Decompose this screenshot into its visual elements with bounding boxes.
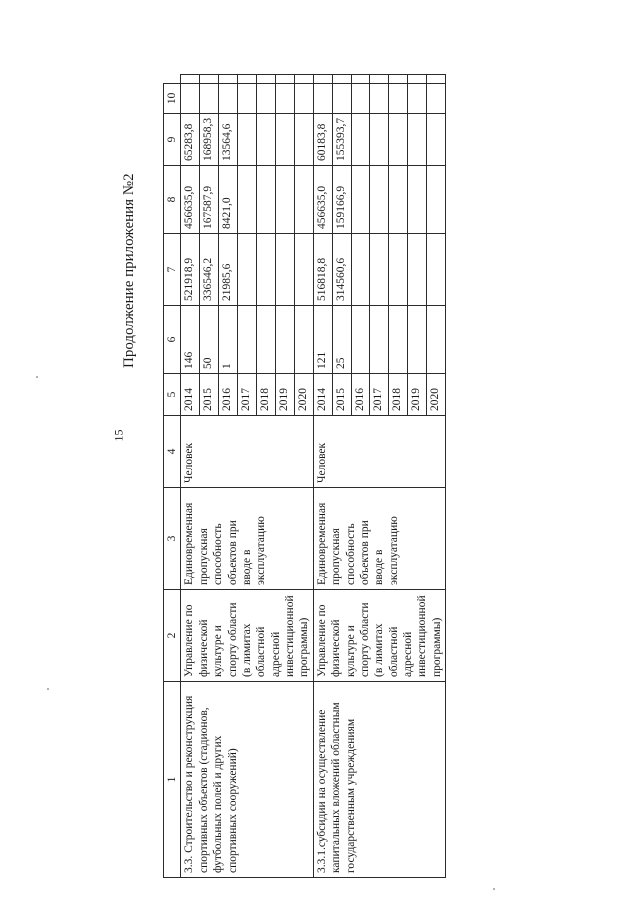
value-c5-cell xyxy=(351,306,370,374)
column-number-5: 5 xyxy=(164,374,181,416)
value-c5-cell xyxy=(408,306,427,374)
year-cell: 2015 xyxy=(332,374,351,416)
indicator-cell: Единовременная пропускная способность объектов при вводе в эксплуатацию xyxy=(181,488,313,590)
column-number-4: 4 xyxy=(164,416,181,488)
value-c9-cell xyxy=(294,83,313,113)
indicator-cell: Единовременная пропускная способность объектов при вводе в эксплуатацию xyxy=(313,488,445,590)
unit-cell: Человек xyxy=(181,416,313,488)
value-c5-cell: 25 xyxy=(332,306,351,374)
annex-rotated-block xyxy=(121,18,640,878)
value-c10-cell xyxy=(427,74,446,83)
column-number-10: 10 xyxy=(164,83,181,113)
value-c8-cell xyxy=(408,113,427,165)
value-c10-cell xyxy=(238,74,257,83)
value-c9-cell xyxy=(257,83,276,113)
value-c9-cell xyxy=(389,83,408,113)
value-c8-cell xyxy=(257,113,276,165)
unit-cell: Человек xyxy=(313,416,445,488)
value-c6-cell xyxy=(238,234,257,306)
value-c6-cell: 314560,6 xyxy=(332,234,351,306)
executor-cell: Управление по физической культуре и спорту области (в лимитах областной адресной инвестиционной программы) xyxy=(181,590,313,682)
scan-speck xyxy=(36,376,38,378)
executor-cell: Управление по физической культуре и спорту области (в лимитах областной адресной инвестиционной программы) xyxy=(313,590,445,682)
value-c9-cell xyxy=(332,83,351,113)
year-cell: 2015 xyxy=(200,374,219,416)
year-cell: 2017 xyxy=(370,374,389,416)
value-c8-cell xyxy=(389,113,408,165)
value-c7-cell: 159166,9 xyxy=(332,166,351,234)
year-cell: 2014 xyxy=(181,374,200,416)
value-c6-cell: 336546,2 xyxy=(200,234,219,306)
value-c7-cell xyxy=(351,166,370,234)
year-cell: 2016 xyxy=(351,374,370,416)
annex-title: Продолжение приложения №2 xyxy=(121,173,137,368)
value-c10-cell xyxy=(257,74,276,83)
column-number-1: 1 xyxy=(164,682,181,878)
year-cell: 2014 xyxy=(313,374,332,416)
column-number-6: 6 xyxy=(164,306,181,374)
value-c5-cell xyxy=(370,306,389,374)
value-c5-cell: 50 xyxy=(200,306,219,374)
value-c6-cell: 21985,6 xyxy=(219,234,238,306)
value-c7-cell: 8421,0 xyxy=(219,166,238,234)
year-cell: 2018 xyxy=(257,374,276,416)
measure-cell: 3.3. Строительство и реконструкция спортивных объектов (стадионов, футбольных полей и других спортивных сооружений) xyxy=(181,682,313,878)
value-c6-cell: 521918,9 xyxy=(181,234,200,306)
value-c8-cell xyxy=(351,113,370,165)
table-row xyxy=(313,74,332,877)
value-c5-cell xyxy=(275,306,294,374)
value-c5-cell xyxy=(294,306,313,374)
value-c7-cell xyxy=(408,166,427,234)
value-c9-cell xyxy=(238,83,257,113)
value-c6-cell xyxy=(389,234,408,306)
value-c6-cell xyxy=(408,234,427,306)
value-c10-cell xyxy=(351,74,370,83)
value-c7-cell xyxy=(370,166,389,234)
value-c10-cell xyxy=(408,74,427,83)
column-number-3: 3 xyxy=(164,488,181,590)
value-c8-cell xyxy=(275,113,294,165)
value-c10-cell xyxy=(389,74,408,83)
value-c7-cell: 167587,9 xyxy=(200,166,219,234)
year-cell: 2020 xyxy=(427,374,446,416)
scan-speck xyxy=(493,888,495,890)
value-c5-cell xyxy=(257,306,276,374)
value-c5-cell xyxy=(389,306,408,374)
value-c10-cell xyxy=(181,74,200,83)
year-cell: 2016 xyxy=(219,374,238,416)
value-c8-cell xyxy=(370,113,389,165)
value-c6-cell xyxy=(257,234,276,306)
value-c5-cell xyxy=(238,306,257,374)
value-c5-cell: 146 xyxy=(181,306,200,374)
value-c8-cell: 168958,3 xyxy=(200,113,219,165)
value-c10-cell xyxy=(275,74,294,83)
value-c9-cell xyxy=(408,83,427,113)
column-number-7: 7 xyxy=(164,234,181,306)
value-c7-cell: 456635,0 xyxy=(313,166,332,234)
value-c10-cell xyxy=(294,74,313,83)
value-c8-cell: 60183,8 xyxy=(313,113,332,165)
year-cell: 2019 xyxy=(408,374,427,416)
value-c10-cell xyxy=(313,74,332,83)
column-number-8: 8 xyxy=(164,166,181,234)
value-c7-cell xyxy=(294,166,313,234)
value-c6-cell xyxy=(370,234,389,306)
value-c8-cell xyxy=(427,113,446,165)
scan-speck xyxy=(47,688,49,690)
column-number-row xyxy=(164,74,181,877)
page-number: 15 xyxy=(111,429,126,442)
value-c10-cell xyxy=(219,74,238,83)
value-c8-cell xyxy=(294,113,313,165)
value-c9-cell xyxy=(313,83,332,113)
value-c9-cell xyxy=(181,83,200,113)
column-number-9: 9 xyxy=(164,113,181,165)
value-c7-cell xyxy=(427,166,446,234)
value-c6-cell xyxy=(275,234,294,306)
table-row xyxy=(181,74,200,877)
value-c7-cell xyxy=(257,166,276,234)
year-cell: 2017 xyxy=(238,374,257,416)
annex-table xyxy=(163,74,446,878)
value-c7-cell: 456635,0 xyxy=(181,166,200,234)
value-c5-cell xyxy=(427,306,446,374)
value-c5-cell: 1 xyxy=(219,306,238,374)
value-c6-cell xyxy=(294,234,313,306)
value-c7-cell xyxy=(238,166,257,234)
value-c6-cell: 516818,8 xyxy=(313,234,332,306)
year-cell: 2018 xyxy=(389,374,408,416)
value-c9-cell xyxy=(351,83,370,113)
value-c10-cell xyxy=(370,74,389,83)
measure-cell: 3.3.1.субсидии на осуществление капитальных вложений областным государственным учреждениям xyxy=(313,682,445,878)
value-c10-cell xyxy=(200,74,219,83)
value-c8-cell: 65283,8 xyxy=(181,113,200,165)
value-c9-cell xyxy=(370,83,389,113)
value-c10-cell xyxy=(332,74,351,83)
value-c6-cell xyxy=(427,234,446,306)
value-c9-cell xyxy=(275,83,294,113)
value-c9-cell xyxy=(427,83,446,113)
value-c8-cell xyxy=(238,113,257,165)
year-cell: 2020 xyxy=(294,374,313,416)
value-c8-cell: 155393,7 xyxy=(332,113,351,165)
value-c7-cell xyxy=(389,166,408,234)
value-c7-cell xyxy=(275,166,294,234)
value-c8-cell: 13564,6 xyxy=(219,113,238,165)
value-c6-cell xyxy=(351,234,370,306)
value-c5-cell: 121 xyxy=(313,306,332,374)
value-c9-cell xyxy=(200,83,219,113)
year-cell: 2019 xyxy=(275,374,294,416)
column-number-2: 2 xyxy=(164,590,181,682)
value-c9-cell xyxy=(219,83,238,113)
